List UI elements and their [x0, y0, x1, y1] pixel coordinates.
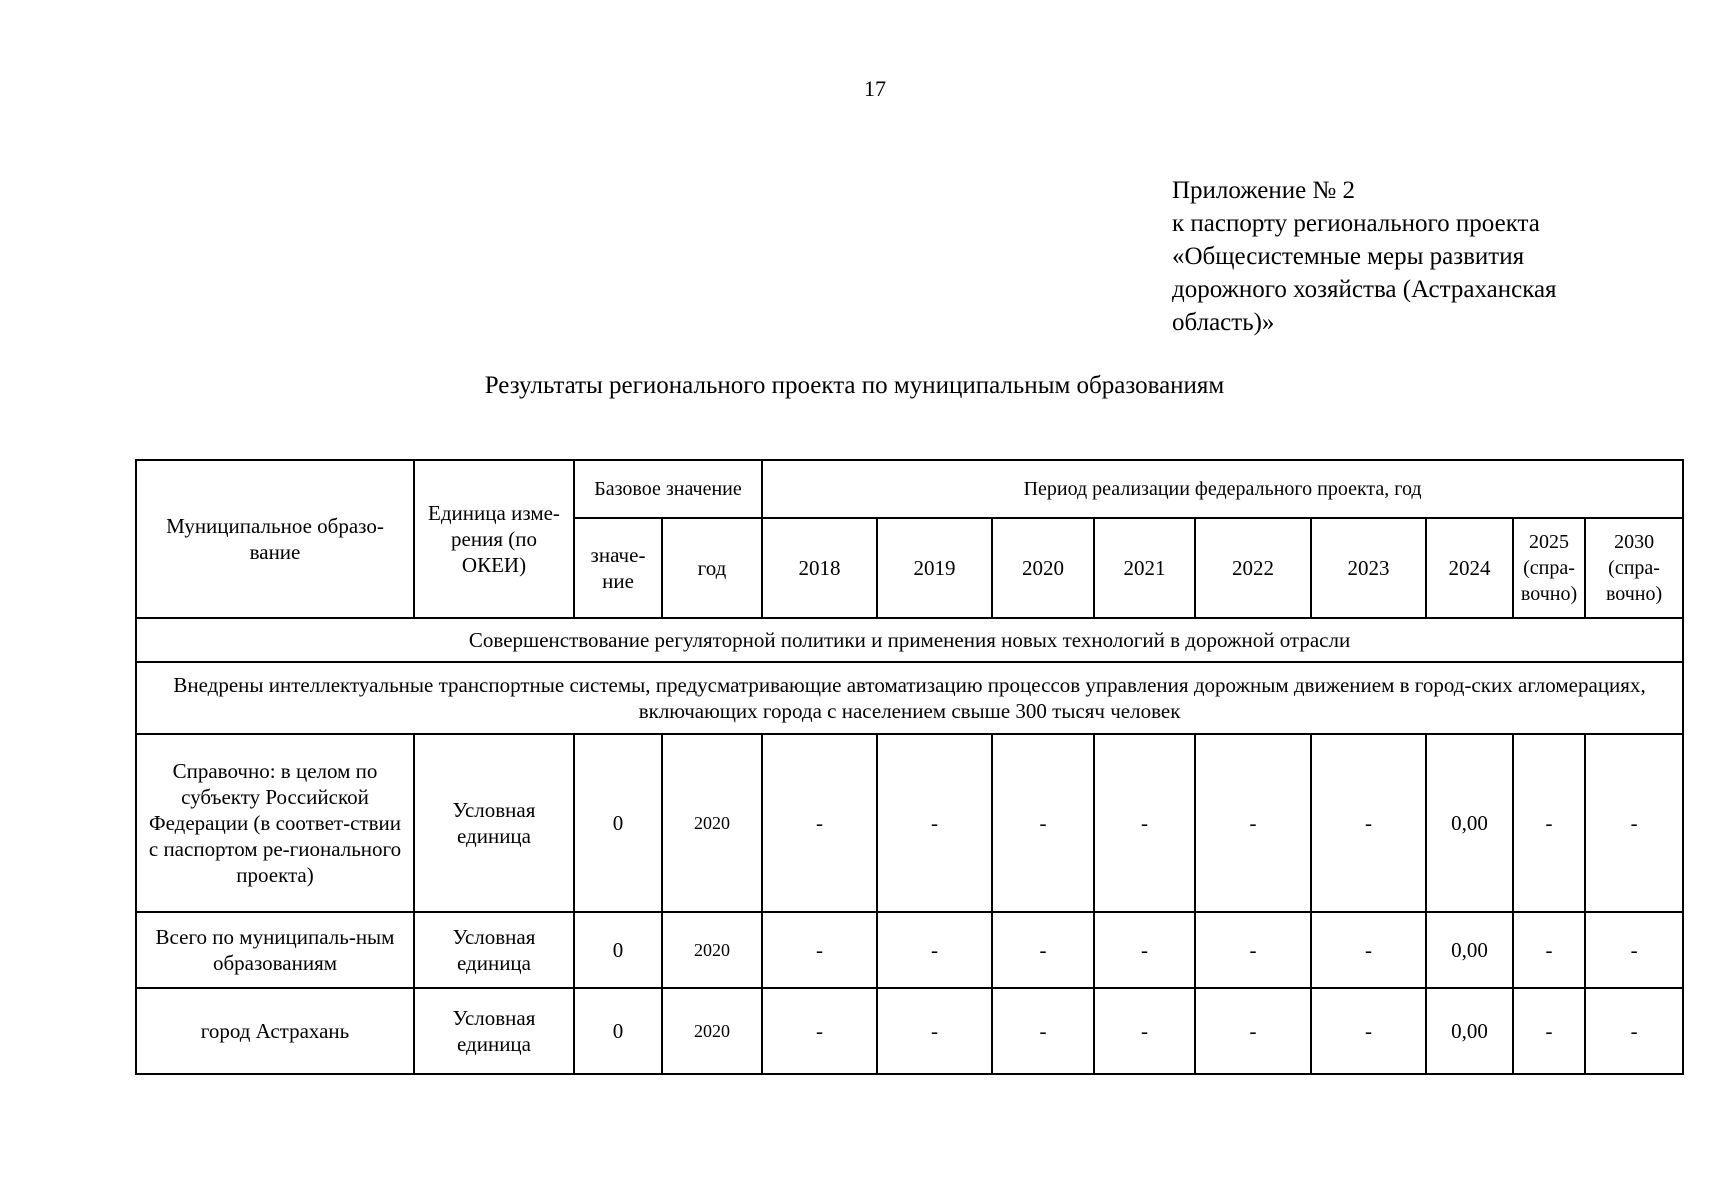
header-base-value: Базовое значение — [574, 460, 762, 518]
value-cell: 0,00 — [1426, 912, 1513, 988]
appendix-line: «Общесистемные меры развития — [1172, 243, 1525, 270]
municipality-cell: город Астрахань — [136, 988, 414, 1074]
value-cell: 0,00 — [1426, 988, 1513, 1074]
table-row — [136, 988, 1683, 1074]
unit-cell: Условная единица — [414, 988, 574, 1074]
base-value-cell: 0 — [574, 988, 662, 1074]
header-year: 2024 — [1426, 518, 1513, 618]
municipality-cell: Справочно: в целом по субъекту Российской Федерации (в соответ-ствии с паспортом ре-гионального проекта) — [136, 734, 414, 912]
header-base-year: год — [662, 518, 762, 618]
appendix-line: Приложение № 2 — [1172, 177, 1356, 204]
header-base-value-sub: значе-ние — [574, 518, 662, 618]
value-cell: - — [1585, 912, 1683, 988]
header-year: 2022 — [1195, 518, 1311, 618]
value-cell: - — [1585, 734, 1683, 912]
value-cell: - — [1195, 734, 1311, 912]
value-cell: - — [877, 912, 992, 988]
base-value-cell: 0 — [574, 912, 662, 988]
header-municipality: Муниципальное образо-вание — [136, 460, 414, 618]
value-cell: - — [877, 734, 992, 912]
section-row — [136, 618, 1683, 662]
value-cell: - — [1195, 988, 1311, 1074]
value-cell: - — [992, 912, 1094, 988]
base-year-cell: 2020 — [662, 734, 762, 912]
base-year-cell: 2020 — [662, 912, 762, 988]
base-value-cell: 0 — [574, 734, 662, 912]
unit-cell: Условная единица — [414, 734, 574, 912]
unit-cell: Условная единица — [414, 912, 574, 988]
appendix-line: к паспорту регионального проекта — [1172, 210, 1540, 237]
base-year-cell: 2020 — [662, 988, 762, 1074]
header-year: 2020 — [992, 518, 1094, 618]
header-period: Период реализации федерального проекта, год — [762, 460, 1683, 518]
header-year-reference: 2030 (спра-вочно) — [1585, 518, 1683, 618]
section-row — [136, 662, 1683, 734]
appendix-block — [1172, 174, 1672, 339]
results-table — [135, 459, 1684, 1075]
section-result: Внедрены интеллектуальные транспортные системы, предусматривающие автоматизацию процессов управления дорожным движением в город-ских агломерациях, включающих города с населением свыше 300 тысяч человек — [136, 662, 1683, 734]
header-year: 2018 — [762, 518, 877, 618]
value-cell: 0,00 — [1426, 734, 1513, 912]
value-cell: - — [1094, 734, 1195, 912]
appendix-line: дорожного хозяйства (Астраханская — [1172, 276, 1557, 303]
value-cell: - — [1311, 734, 1426, 912]
value-cell: - — [1094, 988, 1195, 1074]
value-cell: - — [1094, 912, 1195, 988]
value-cell: - — [1311, 912, 1426, 988]
value-cell: - — [1513, 912, 1585, 988]
appendix-line: область)» — [1172, 309, 1275, 336]
header-year: 2019 — [877, 518, 992, 618]
value-cell: - — [762, 988, 877, 1074]
value-cell: - — [992, 988, 1094, 1074]
value-cell: - — [992, 734, 1094, 912]
table-row — [136, 912, 1683, 988]
municipality-cell: Всего по муниципаль-ным образованиям — [136, 912, 414, 988]
table-row — [136, 734, 1683, 912]
value-cell: - — [877, 988, 992, 1074]
header-year: 2023 — [1311, 518, 1426, 618]
value-cell: - — [1513, 734, 1585, 912]
value-cell: - — [1585, 988, 1683, 1074]
value-cell: - — [1311, 988, 1426, 1074]
document-title: Результаты регионального проекта по муниципальным образованиям — [484, 372, 1225, 399]
header-row — [136, 460, 1683, 518]
header-unit: Единица изме-рения (по ОКЕИ) — [414, 460, 574, 618]
section-heading: Совершенствование регуляторной политики и применения новых технологий в дорожной отрасли — [136, 618, 1683, 662]
header-year: 2021 — [1094, 518, 1195, 618]
page-number: 17 — [864, 76, 886, 101]
value-cell: - — [1513, 988, 1585, 1074]
value-cell: - — [762, 734, 877, 912]
value-cell: - — [1195, 912, 1311, 988]
value-cell: - — [762, 912, 877, 988]
header-year-reference: 2025 (спра-вочно) — [1513, 518, 1585, 618]
